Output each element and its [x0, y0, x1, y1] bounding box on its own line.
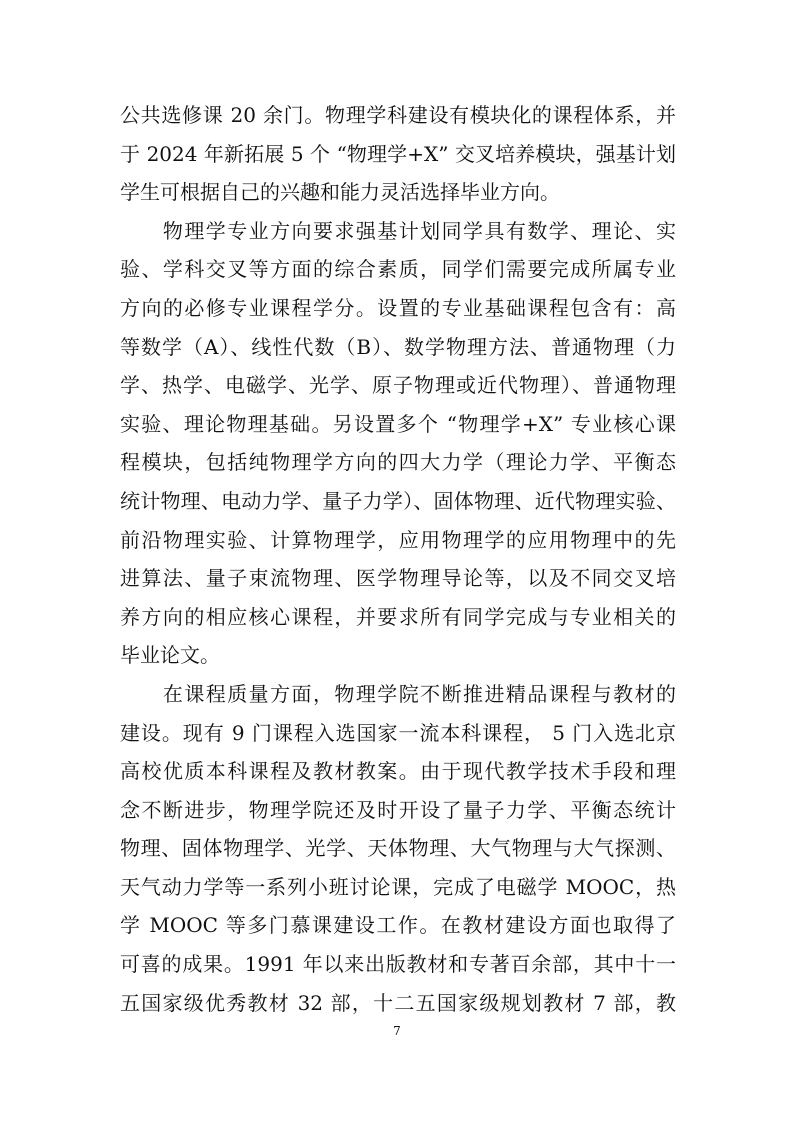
text-line: 物理、固体物理学、光学、天体物理、大气物理与大气探测、 [120, 836, 676, 861]
text-line: 念不断进步，物理学院还及时开设了量子力学、平衡态统计 [120, 797, 676, 822]
text-line: 五国家级优秀教材 32 部，十二五国家级规划教材 7 部，教 [120, 990, 676, 1015]
page-number: 7 [393, 1024, 401, 1038]
text-line: 于 2024 年新拓展 5 个 “物理学+X” 交叉培养模块，强基计划 [120, 141, 676, 166]
text-line: 天气动力学等一系列小班讨论课，完成了电磁学 MOOC，热 [120, 874, 676, 899]
text-line: 实验、理论物理基础。另设置多个 “物理学+X” 专业核心课 [120, 411, 676, 436]
text-line: 前沿物理实验、计算物理学，应用物理学的应用物理中的先 [120, 527, 676, 552]
text-line: 学生可根据自己的兴趣和能力灵活选择毕业方向。 [120, 180, 560, 205]
text-line: 学、热学、电磁学、光学、原子物理或近代物理）、普通物理 [120, 373, 676, 398]
text-line: 在课程质量方面，物理学院不断推进精品课程与教材的 [120, 681, 676, 706]
text-line: 进算法、量子束流物理、医学物理导论等，以及不同交叉培 [120, 566, 676, 591]
text-line: 毕业论文。 [120, 643, 220, 668]
body-text [120, 96, 676, 1022]
text-line: 可喜的成果。1991 年以来出版教材和专著百余部，其中十一 [120, 952, 676, 977]
text-line: 方向的必修专业课程学分。设置的专业基础课程包含有：高 [120, 295, 676, 320]
text-line: 建设。现有 9 门课程入选国家一流本科课程， 5 门入选北京 [120, 720, 676, 745]
text-line: 养方向的相应核心课程，并要求所有同学完成与专业相关的 [120, 604, 676, 629]
text-line: 学 MOOC 等多门慕课建设工作。在教材建设方面也取得了 [120, 913, 676, 938]
text-line: 高校优质本科课程及教材教案。由于现代教学技术手段和理 [120, 759, 676, 784]
text-line: 等数学（A）、线性代数（B）、数学物理方法、普通物理（力 [120, 334, 676, 359]
text-line: 统计物理、电动力学、量子力学）、固体物理、近代物理实验、 [120, 488, 676, 513]
text-line: 物理学专业方向要求强基计划同学具有数学、理论、实 [120, 218, 676, 243]
text-line: 验、学科交叉等方面的综合素质，同学们需要完成所属专业 [120, 257, 676, 282]
text-line: 程模块，包括纯物理学方向的四大力学（理论力学、平衡态 [120, 450, 676, 475]
text-line: 公共选修课 20 余门。物理学科建设有模块化的课程体系，并 [120, 103, 676, 127]
